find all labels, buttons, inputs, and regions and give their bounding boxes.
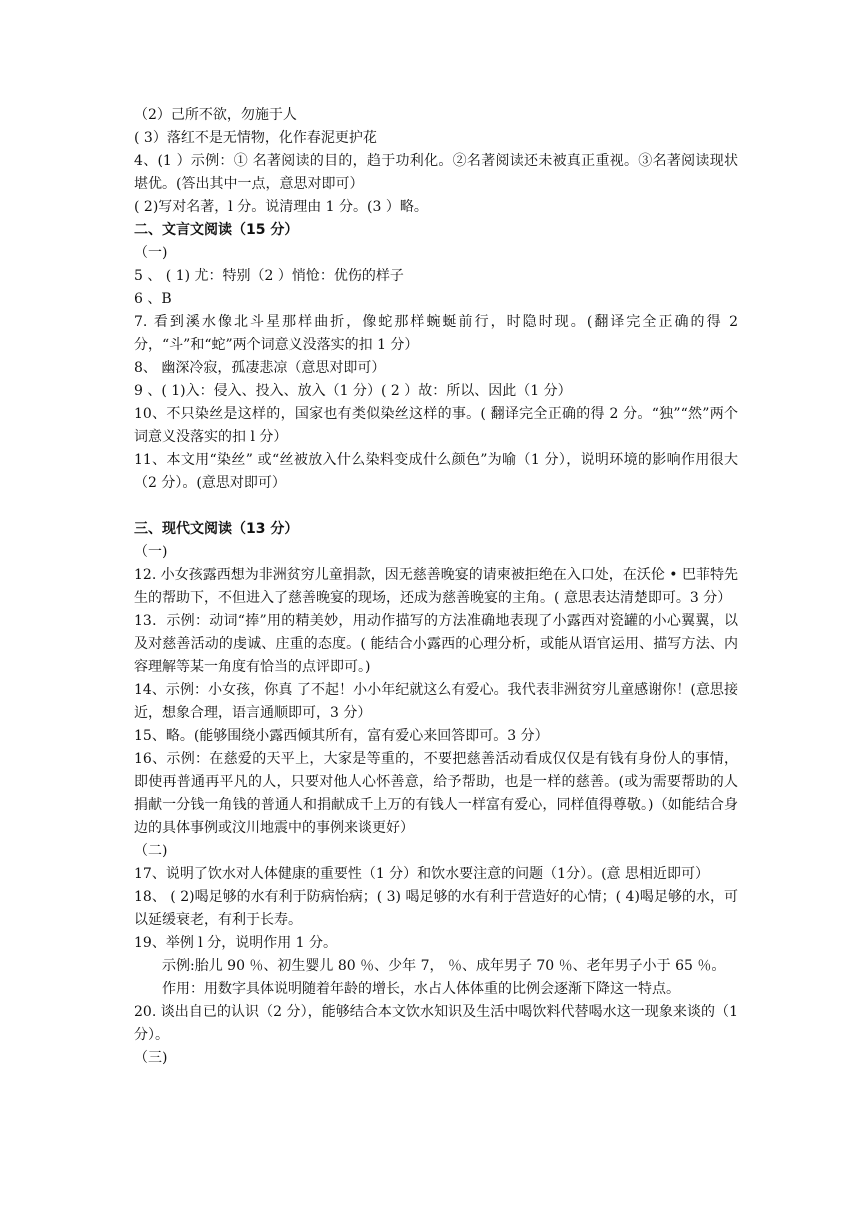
subsection-marker-1: （一) <box>134 245 168 261</box>
answer-18: 18、 ( 2)喝足够的水有利于防病怡病；( 3) 喝足够的水有利于营造好的心情；( 4)喝足够的水，可以延缓衰老，有利于长寿。 <box>134 889 738 928</box>
section-heading-classical: 二、文言文阅读（15 分） <box>134 222 299 238</box>
answer-19-example: 示例:胎儿 90 ％、初生婴儿 80 ％、少年 7， ％、成年男子 70 ％、老年男子小于 65 ％。 <box>162 958 726 974</box>
section-heading-modern: 三、现代文阅读（13 分） <box>134 521 299 537</box>
answer-2-3: ( 3）落红不是无情物，化作春泥更护花 <box>134 130 377 146</box>
answer-5: 5 、 ( 1) 尤：特别（2 ）悄怆：优伤的样子 <box>134 268 404 284</box>
answer-9: 9 、( 1)入：侵入、投入、放入（1 分）( 2 ）故：所以、因此（1 分） <box>134 383 572 399</box>
answer-13: 13．示例：动词“捧”用的精美妙，用动作描写的方法准确地表现了小露西对瓷罐的小心翼翼，以及对慈善活动的虔诚、庄重的态度。( 能结合小露西的心理分析，或能从语官运用、描写方法、内容理解等某一角度有恰当的点评即可。) <box>134 613 738 675</box>
answer-8: 8、 幽深冷寂，孤凄悲凉（意思对即可） <box>134 360 386 376</box>
answer-14: 14、示例：小女孩，你真 了不起！小小年纪就这么有爱心。我代表非洲贫穷儿童感谢你！(意思接近，想象合理，语言通顺即可，3 分） <box>134 682 738 721</box>
answer-20: 20. 谈出自已的认识（2 分），能够结合本文饮水知识及生活中喝饮料代替喝水这一现象来谈的（1 分）。 <box>134 1004 738 1043</box>
answer-4-1: 4、(1 ）示例：① 名著阅读的目的，趋于功利化。②名著阅读还未被真正重视。③名著阅读现状堪优。(答出其中一点，意思对即可） <box>134 153 738 192</box>
answer-document <box>134 104 738 1070</box>
subsection-marker-3: （二) <box>134 843 168 859</box>
answer-7: 7. 看到溪水像北斗星那样曲折，像蛇那样蜿蜒前行，时隐时现。(翻译完全正确的得 2 分，“斗”和“蛇”两个词意义没落实的扣 1 分） <box>134 314 738 353</box>
answer-2-2: （2）己所不欲，勿施于人 <box>134 107 297 123</box>
answer-19: 19、举例 l 分，说明作用 1 分。 <box>134 935 337 951</box>
subsection-marker-4: （三) <box>134 1050 168 1066</box>
answer-15: 15、略。(能够围绕小露西倾其所有，富有爱心来回答即可。3 分） <box>134 728 549 744</box>
answer-12: 12. 小女孩露西想为非洲贫穷儿童捐款，因无慈善晚宴的请柬被拒绝在入口处，在沃伦 • 巴菲特先生的帮助下，不但进入了慈善晚宴的现场，还成为慈善晚宴的主角。( 意思表达清楚即可。3 分） <box>134 567 738 606</box>
answer-17: 17、说明了饮水对人体健康的重要性（1 分）和饮水要注意的问题（1分）。(意 思相近即可） <box>134 866 709 882</box>
subsection-marker-2: （一) <box>134 544 168 560</box>
answer-6: 6 、B <box>134 291 172 307</box>
answer-16: 16、示例：在慈爱的天平上，大家是等重的，不要把慈善活动看成仅仅是有钱有身份人的事情，即使再普通再平凡的人，只要对他人心怀善意，给予帮助，也是一样的慈善。(或为需要帮助的人捐献一分钱一角钱的普通人和捐献成千上万的有钱人一样富有爱心，同样值得尊敬。)（如能结合身边的具体事例或汶川地震中的事例来谈更好） <box>134 751 738 836</box>
answer-19-effect: 作用：用数字具体说明随着年龄的增长，水占人体体重的比例会逐渐下降这一特点。 <box>162 981 680 997</box>
answer-10: 10、不只染丝是这样的，国家也有类似染丝这样的事。( 翻译完全正确的得 2 分。“独”“然”两个词意义没落实的扣 l 分） <box>134 406 738 445</box>
answer-4-2: ( 2)写对名著，l 分。说清理由 1 分。(3 ）略。 <box>134 199 428 215</box>
answer-11: 11、本文用“染丝” 或“丝被放入什么染料变成什么颜色”为喻（1 分），说明环境的影响作用很大（2 分）。(意思对即可） <box>134 452 738 491</box>
